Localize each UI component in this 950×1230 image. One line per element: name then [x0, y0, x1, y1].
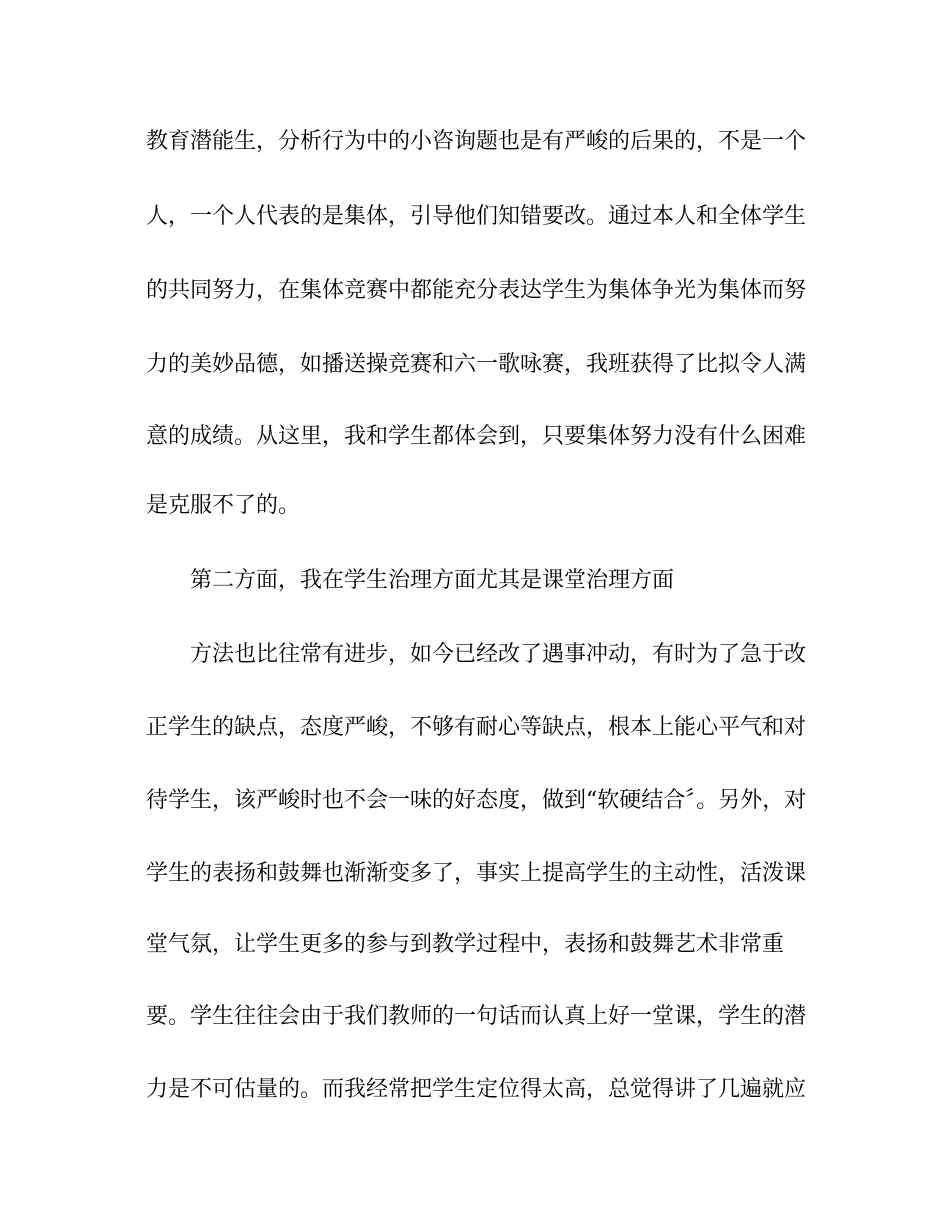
text-line-2: 人，一个人代表的是集体，引导他们知错要改。通过本人和全体学生	[146, 204, 807, 229]
text-line-11: 学生的表扬和鼓舞也渐渐变多了，事实上提高学生的主动性，活泼课	[146, 861, 807, 886]
text-line-6: 是克服不了的。	[146, 493, 301, 518]
text-line-14: 力是不可估量的。而我经常把学生定位得太高，总觉得讲了几遍就应	[146, 1077, 807, 1102]
text-line-9: 正学生的缺点，态度严峻，不够有耐心等缺点，根本上能心平气和对	[146, 715, 807, 740]
text-line-8: 方法也比往常有进步，如今已经改了遇事冲动，有时为了急于改	[190, 642, 807, 667]
text-line-10: 待学生，该严峻时也不会一味的好态度，做到“软硬结合〞。另外，对	[146, 788, 807, 813]
text-line-13: 要。学生往往会由于我们教师的一句话而认真上好一堂课，学生的潜	[146, 1004, 807, 1029]
text-line-7: 第二方面，我在学生治理方面尤其是课堂治理方面	[190, 568, 675, 593]
text-line-5: 意的成绩。从这里，我和学生都体会到，只要集体努力没有什么困难	[146, 424, 807, 449]
text-line-1: 教育潜能生，分析行为中的小咨询题也是有严峻的后果的，不是一个	[146, 129, 807, 154]
text-line-12: 堂气氛，让学生更多的参与到教学过程中，表扬和鼓舞艺术非常重	[146, 932, 785, 957]
text-line-3: 的共同努力，在集体竞赛中都能充分表达学生为集体争光为集体而努	[146, 278, 807, 303]
text-line-4: 力的美妙品德，如播送操竞赛和六一歌咏赛，我班获得了比拟令人满	[146, 352, 807, 377]
